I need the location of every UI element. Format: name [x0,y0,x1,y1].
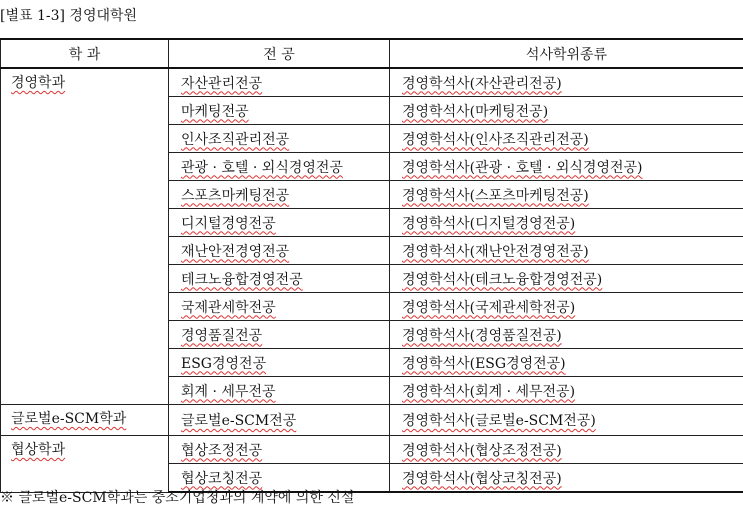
major-cell [169,377,390,405]
major-cell [169,265,390,293]
major-cell [169,293,390,321]
major-name: 경영품질전공 [181,327,263,344]
table-body [1,68,743,492]
major-name: 마케팅전공 [181,103,249,120]
degree-cell [390,68,743,97]
major-name: 인사조직관리전공 [181,131,290,148]
major-name: 스포츠마케팅전공 [181,187,290,204]
major-cell [169,405,390,436]
major-cell [169,209,390,237]
degree-name: 경영학석사(협상조정전공) [402,442,562,459]
major-cell [169,125,390,153]
major-name: 자산관리전공 [181,75,263,92]
degree-cell [390,377,743,405]
degree-cell [390,237,743,265]
degree-name: 경영학석사(협상코칭전공) [402,470,562,487]
major-name: 협상조정전공 [181,442,263,459]
degree-cell [390,436,743,464]
table-row [1,68,743,97]
degree-table [0,38,743,493]
degree-cell [390,293,743,321]
table-caption: [별표 1-3] 경영대학원 [0,8,138,24]
major-name: 관광 · 호텔 · 외식경영전공 [181,159,343,176]
degree-name: 경영학석사(ESG경영전공) [402,355,566,372]
degree-name: 경영학석사(국제관세학전공) [402,299,576,316]
department-name: 글로벌e-SCM학과 [11,411,127,427]
major-cell [169,349,390,377]
degree-cell [390,405,743,436]
degree-cell [390,181,743,209]
degree-name: 경영학석사(회계 · 세무전공) [402,383,576,400]
degree-cell [390,464,743,493]
degree-cell [390,209,743,237]
major-cell [169,436,390,464]
major-cell [169,237,390,265]
major-name: 재난안전경영전공 [181,243,290,260]
degree-name: 경영학석사(마케팅전공) [402,103,549,120]
degree-cell [390,321,743,349]
major-cell [169,321,390,349]
department-cell [1,405,169,436]
degree-name: 경영학석사(자산관리전공) [402,75,562,92]
table-row [1,436,743,464]
department-name: 협상학과 [11,442,66,458]
major-name: 테크노융합경영전공 [181,271,303,288]
degree-name: 경영학석사(인사조직관리전공) [402,131,589,148]
degree-name: 경영학석사(스포츠마케팅전공) [402,187,589,204]
table-row [1,405,743,436]
major-name: 협상코칭전공 [181,470,263,487]
major-name: 글로벌e-SCM전공 [181,413,297,429]
department-name: 경영학과 [11,75,66,91]
degree-name: 경영학석사(테크노융합경영전공) [402,271,603,288]
degree-cell [390,265,743,293]
header-row [1,39,743,68]
major-name: 디지털경영전공 [181,215,276,232]
degree-cell [390,349,743,377]
footnote: ※ 글로벌e-SCM학과는 중소기업청과의 계약에 의한 신설 [0,490,355,506]
major-cell [169,97,390,125]
major-cell [169,68,390,97]
degree-name: 경영학석사(디지털경영전공) [402,215,576,232]
header-major: 전 공 [169,39,390,68]
major-cell [169,153,390,181]
degree-name: 경영학석사(재난안전경영전공) [402,243,589,260]
degree-name: 경영학석사(관광 · 호텔 · 외식경영전공) [402,159,643,176]
major-name: ESG경영전공 [181,355,267,372]
degree-name: 경영학석사(경영품질전공) [402,327,562,344]
major-name: 국제관세학전공 [181,299,276,316]
degree-cell [390,153,743,181]
header-department: 학 과 [1,39,169,68]
major-cell [169,181,390,209]
department-cell [1,436,169,493]
table-header [1,39,743,68]
header-degree: 석사학위종류 [390,39,743,68]
degree-name: 경영학석사(글로벌e-SCM전공) [402,413,596,429]
major-name: 회계 · 세무전공 [181,383,276,400]
department-cell [1,68,169,405]
degree-cell [390,125,743,153]
degree-cell [390,97,743,125]
